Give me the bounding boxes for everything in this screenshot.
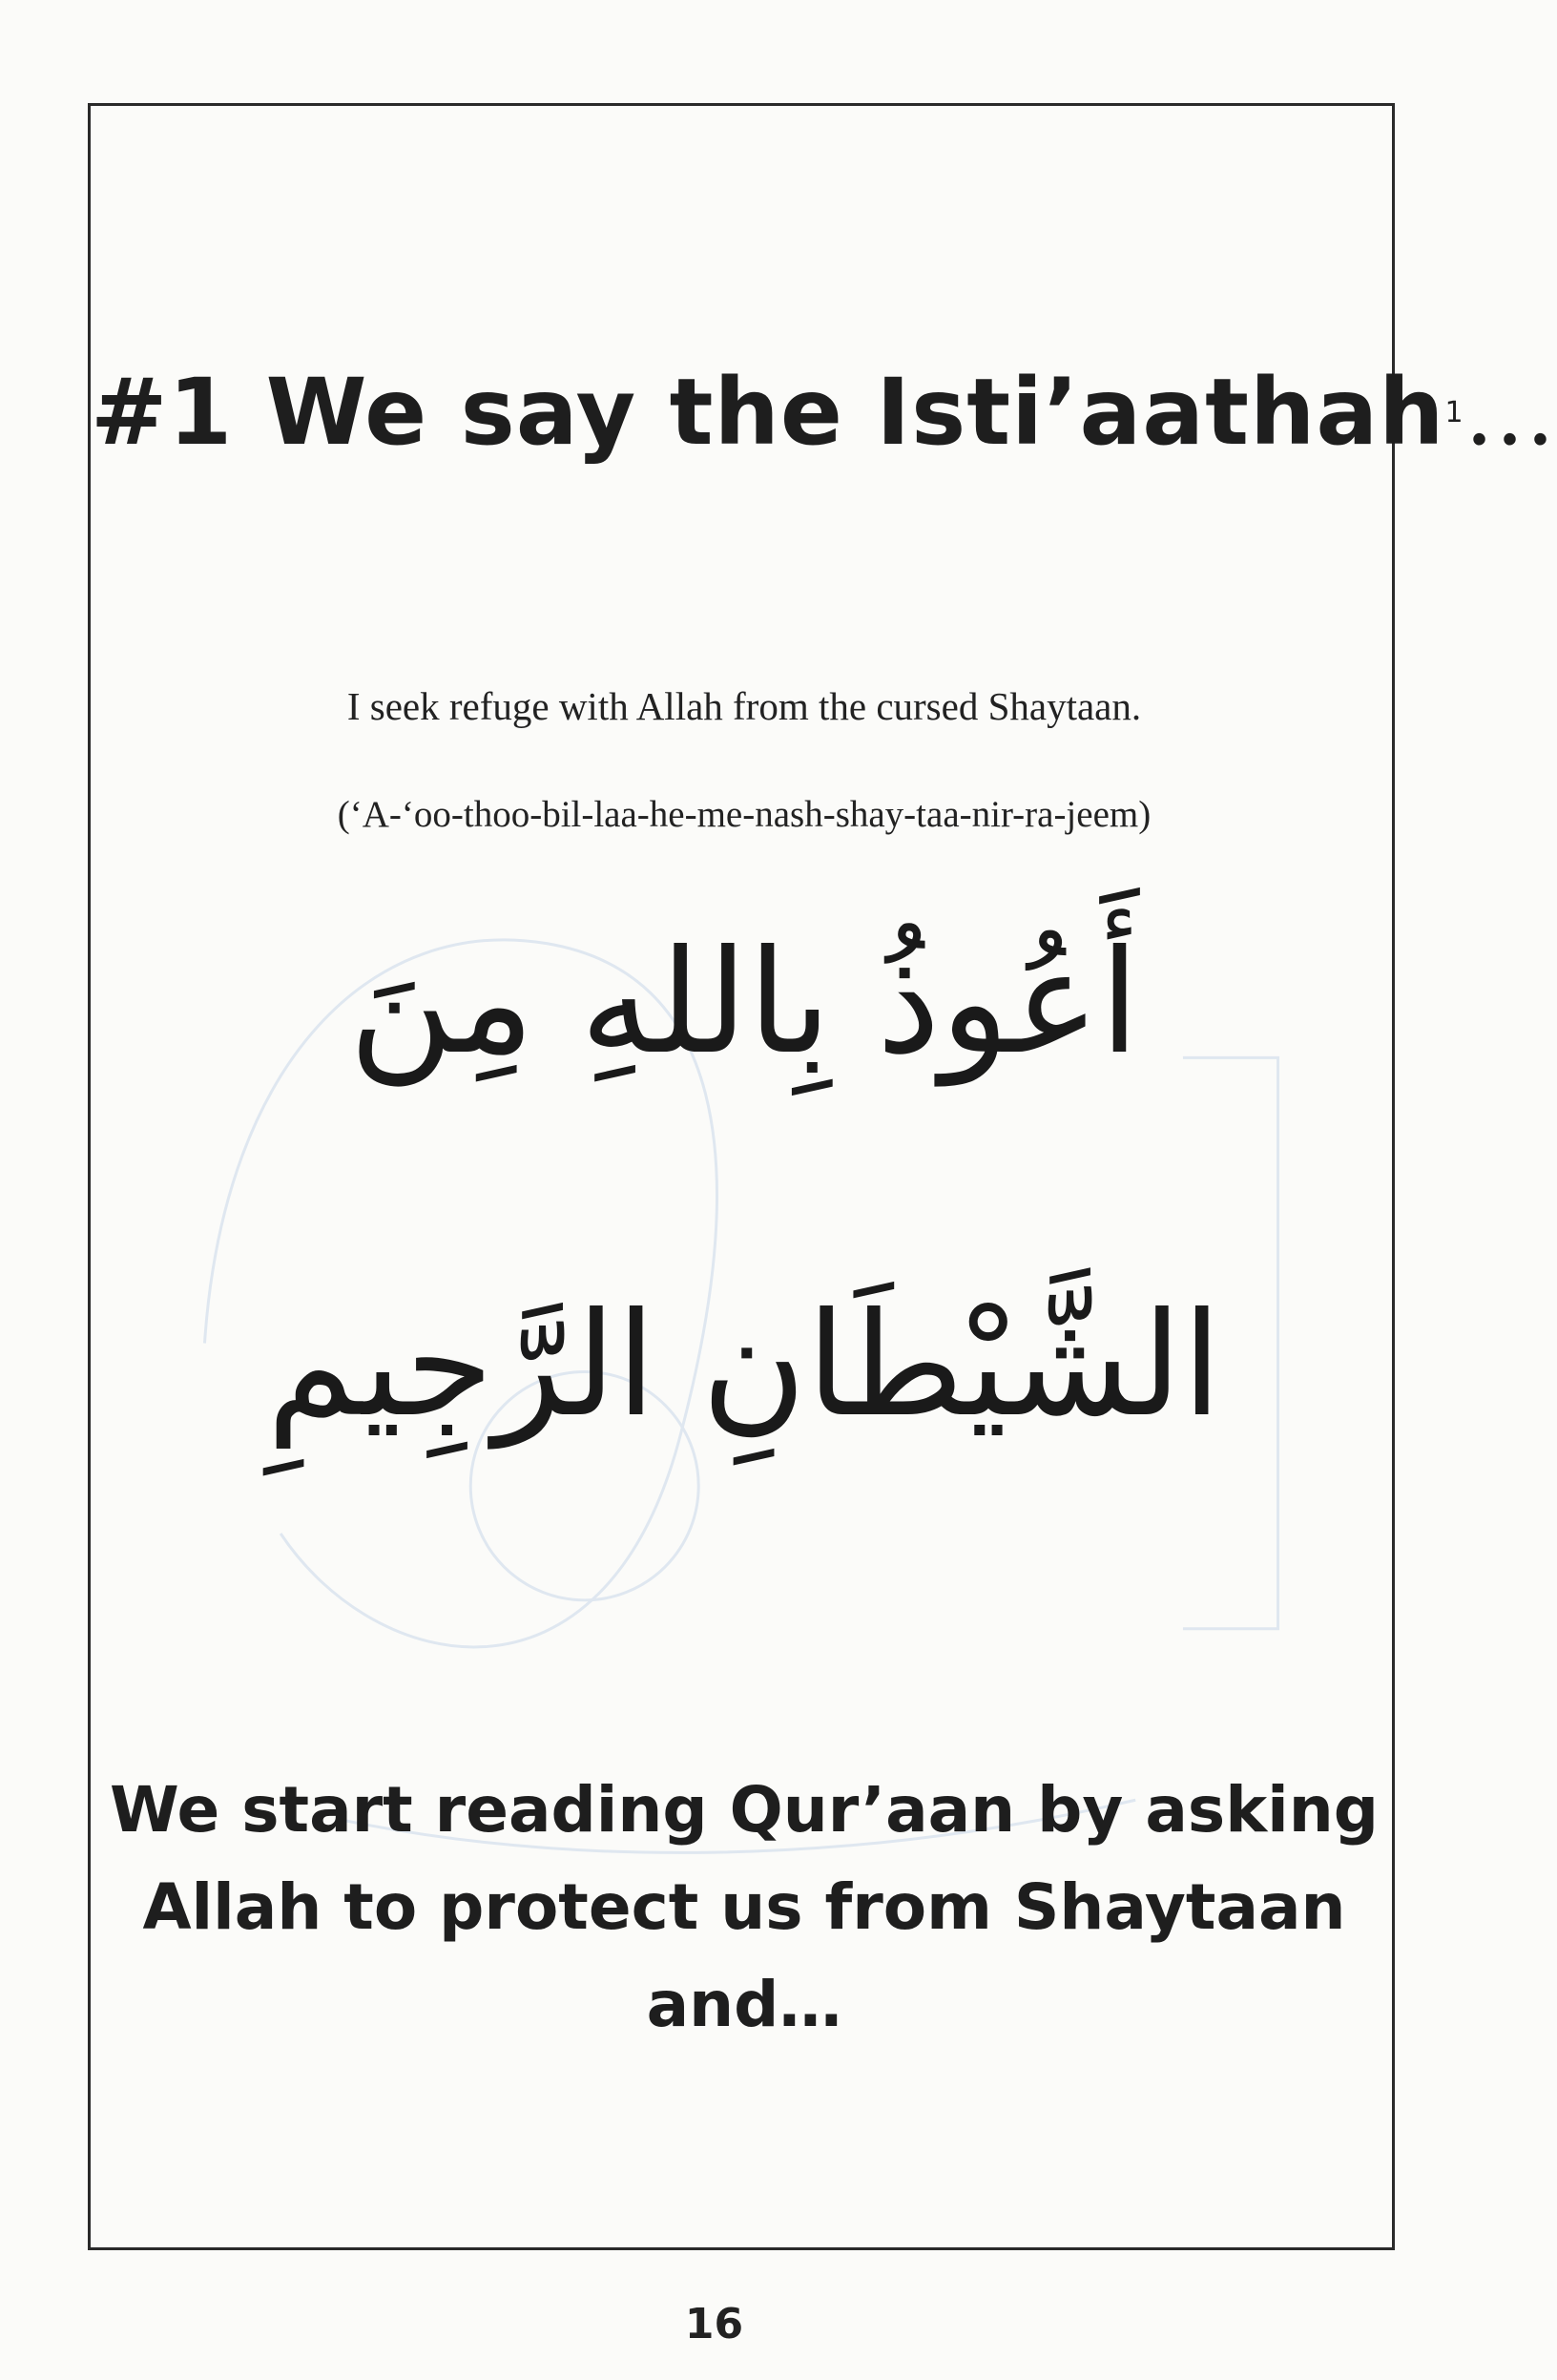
closing-line-2: Allah to protect us from Shaytaan [142, 1870, 1346, 1944]
heading-text: #1 We say the Isti’aathah [91, 359, 1445, 466]
closing-line-1: We start reading Qur’aan by asking [110, 1773, 1379, 1847]
english-translation: I seek refuge with Allah from the cursed Shaytaan. [346, 684, 1142, 728]
closing-text [91, 1762, 1398, 2054]
arabic-text-line-2: الشَّيْطَانِ الرَّجِيمِ [266, 1283, 1222, 1449]
page-heading [91, 359, 1557, 466]
closing-line-3: and… [646, 1968, 842, 2041]
transliteration: (‘A-‘oo-thoo-bil-laa-he-me-nash-shay-taa-nir-ra-jeem) [337, 794, 1152, 835]
footnote-marker: 1 [1444, 396, 1464, 430]
arabic-text-line-1: أَعُوذُ بِاللهِ مِنَ [348, 920, 1140, 1086]
page-number: 16 [684, 2300, 744, 2349]
heading-ellipsis: … [1464, 359, 1557, 466]
page-frame [88, 103, 1557, 2250]
